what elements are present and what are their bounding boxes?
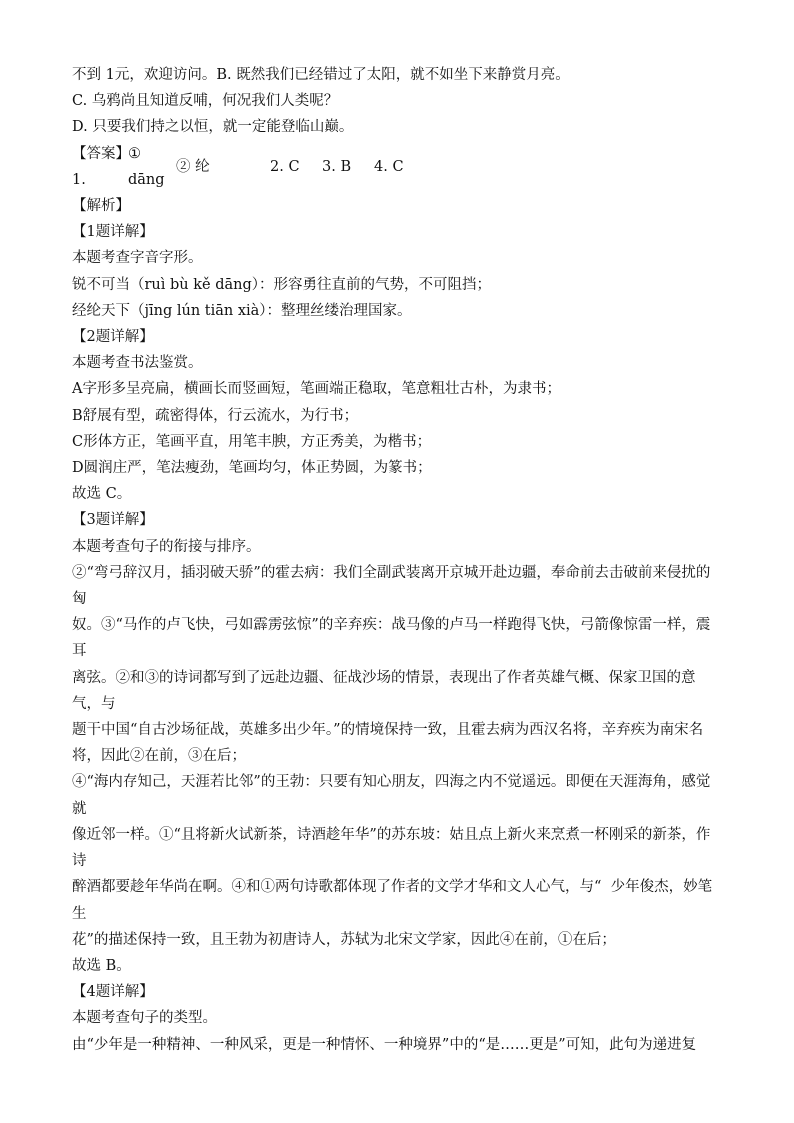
- section-heading: 【解析】: [72, 198, 130, 215]
- answer-item: 4. C: [374, 158, 404, 175]
- text-line: 故选 B。: [72, 957, 131, 974]
- section-heading: 【2题详解】: [72, 329, 154, 346]
- text-line: ④“海内存知己，天涯若比邻”的王勃：只要有知心朋友，四海之内不觉遥远。即便在天涯海角，感觉就: [72, 774, 711, 817]
- option-d: D. 只要我们持之以恒，就一定能登临山巅。: [72, 119, 354, 136]
- text-line: 由“少年是一种精神、一种风采，更是一种情怀、一种境界”中的“是……更是”可知，此句为递进复: [72, 1036, 697, 1053]
- answer-item: 3. B: [322, 158, 352, 175]
- text-line: 本题考查句子的类型。: [72, 1010, 217, 1027]
- document-page: [72, 62, 722, 1058]
- answer-line: [72, 141, 722, 193]
- text-line: 故选 C。: [72, 486, 132, 503]
- answer-item: ① dāng: [128, 145, 165, 188]
- text-line: 题干中国“自古沙场征战，英雄多出少年。”的情境保持一致，且霍去病为西汉名将，辛弃疾为南宋名: [72, 722, 704, 739]
- text-line: 本题考查句子的衔接与排序。: [72, 538, 261, 555]
- section-heading: 【3题详解】: [72, 512, 154, 529]
- text-line: B舒展有型，疏密得体，行云流水，为行书；: [72, 407, 359, 424]
- text-line: D圆润庄严，笔法瘦劲，笔画均匀，体正势圆，为篆书；: [72, 460, 432, 477]
- text-line: 锐不可当（ruì bù kě dāng）：形容勇往直前的气势，不可阻挡；: [72, 276, 492, 293]
- text-line: 花”的描述保持一致，且王勃为初唐诗人，苏轼为北宋文学家，因此④在前，①在后；: [72, 931, 616, 948]
- text-line: 本题考查书法鉴赏。: [72, 355, 203, 372]
- text-line: ②“弯弓辞汉月，插羽破天骄”的霍去病：我们全副武装离开京城开赴边疆，奉命前去击破前来侵扰的匈: [72, 564, 711, 608]
- text-line: 本题考查字音字形。: [72, 250, 203, 267]
- text-line: 经纶天下（jīng lún tiān xià）：整理丝缕治理国家。: [72, 302, 412, 319]
- answer-label: 【答案】1.: [72, 145, 123, 188]
- text-line: 像近邻一样。①“且将新火试新茶，诗酒趁年华”的苏东坡：姑且点上新火来烹煮一杯刚采的新茶，作诗: [72, 826, 711, 870]
- answer-item: 2. C: [270, 158, 300, 175]
- section-heading: 【4题详解】: [72, 984, 154, 1001]
- text-line: C形体方正，笔画平直，用笔丰腴，方正秀美，为楷书；: [72, 433, 432, 450]
- text-line: 醉酒都要趁年华尚在啊。④和①两句诗歌都体现了作者的文学才华和文人心气，与“ 少年俊杰，妙笔生: [72, 879, 713, 922]
- section-heading: 【1题详解】: [72, 224, 154, 241]
- text-line: A字形多呈亮扁，横画长而竖画短，笔画端正稳取，笔意粗壮古朴，为隶书；: [72, 381, 561, 398]
- text-line: 不到 1元，欢迎访问。B. 既然我们已经错过了太阳，就不如坐下来静赏月亮。: [72, 67, 570, 83]
- text-line: 奴。③“马作的卢飞快，弓如霹雳弦惊”的辛弃疾：战马像的卢马一样跑得飞快，弓箭像惊雷一样，震耳: [72, 617, 711, 660]
- option-c: C. 乌鸦尚且知道反哺，何况我们人类呢？: [72, 93, 339, 110]
- text-line: 离弦。②和③的诗词都写到了远赴边疆、征战沙场的情景，表现出了作者英雄气概、保家卫国的意气，与: [72, 669, 696, 712]
- answer-item: ② 纶: [176, 158, 210, 175]
- text-line: 将，因此②在前，③在后；: [72, 748, 246, 765]
